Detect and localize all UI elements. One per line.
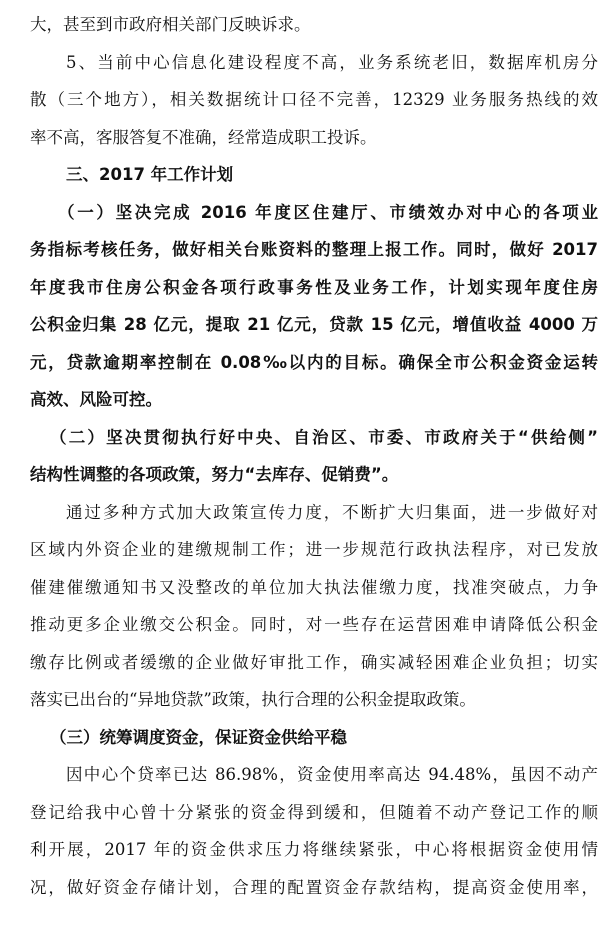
text-line: 推动更多企业缴交公积金。同时，对一些存在运营困难申请降低公积金: [30, 615, 598, 634]
text-line: 区域内外资企业的建缴规制工作；进一步规范行政执法程序，对已发放: [30, 540, 598, 559]
text-line: 催建催缴通知书又没整改的单位加大执法催缴力度，找准突破点，力争: [30, 577, 598, 597]
text-line: 利开展，2017 年的资金供求压力将继续紧张，中心将根据资金使用情: [30, 840, 598, 859]
text-line: 落实已出台的“异地贷款”政策，执行合理的公积金提取政策。: [30, 690, 476, 709]
heading-line: 元，贷款逾期率控制在 0.08‰以内的目标。确保全市公积金资金运转: [30, 352, 598, 372]
heading-line: 务指标考核任务，做好相关台账资料的整理上报工作。同时，做好 2017: [30, 240, 598, 259]
heading-line: 高效、风险可控。: [30, 390, 162, 409]
text-line: 通过多种方式加大政策宣传力度，不断扩大归集面，进一步做好对: [66, 502, 598, 522]
text-line: 登记给我中心曾十分紧张的资金得到缓和，但随着不动产登记工作的顺: [30, 802, 598, 822]
heading-line: （一）坚决完成 2016 年度区住建厅、市绩效办对中心的各项业: [58, 202, 598, 222]
text-line: 况，做好资金存储计划，合理的配置资金存款结构，提高资金使用率，: [30, 877, 598, 897]
text-line: 缴存比例或者缓缴的企业做好审批工作，确实减轻困难企业负担；切实: [30, 652, 598, 672]
heading-line: 公积金归集 28 亿元，提取 21 亿元，贷款 15 亿元，增值收益 4000 万: [30, 315, 598, 334]
heading-line: （三）统筹调度资金，保证资金供给平稳: [50, 727, 347, 747]
text-line: 率不高，客服答复不准确，经常造成职工投诉。: [30, 127, 377, 147]
heading-line: 三、2017 年工作计划: [66, 165, 234, 184]
text-line: 5、当前中心信息化建设程度不高，业务系统老旧，数据库机房分: [66, 52, 598, 72]
heading-line: 年度我市住房公积金各项行政事务性及业务工作，计划实现年度住房: [30, 277, 598, 297]
text-line: 大，甚至到市政府相关部门反映诉求。: [30, 15, 311, 34]
text-line: 因中心个贷率已达 86.98%，资金使用率高达 94.48%，虽因不动产: [66, 765, 598, 784]
heading-line: 结构性调整的各项政策，努力“去库存、促销费”。: [30, 465, 399, 484]
text-line: 散（三个地方），相关数据统计口径不完善，12329 业务服务热线的效: [30, 90, 598, 109]
heading-line: （二）坚决贯彻执行好中央、自治区、市委、市政府关于“供给侧”: [50, 427, 598, 447]
